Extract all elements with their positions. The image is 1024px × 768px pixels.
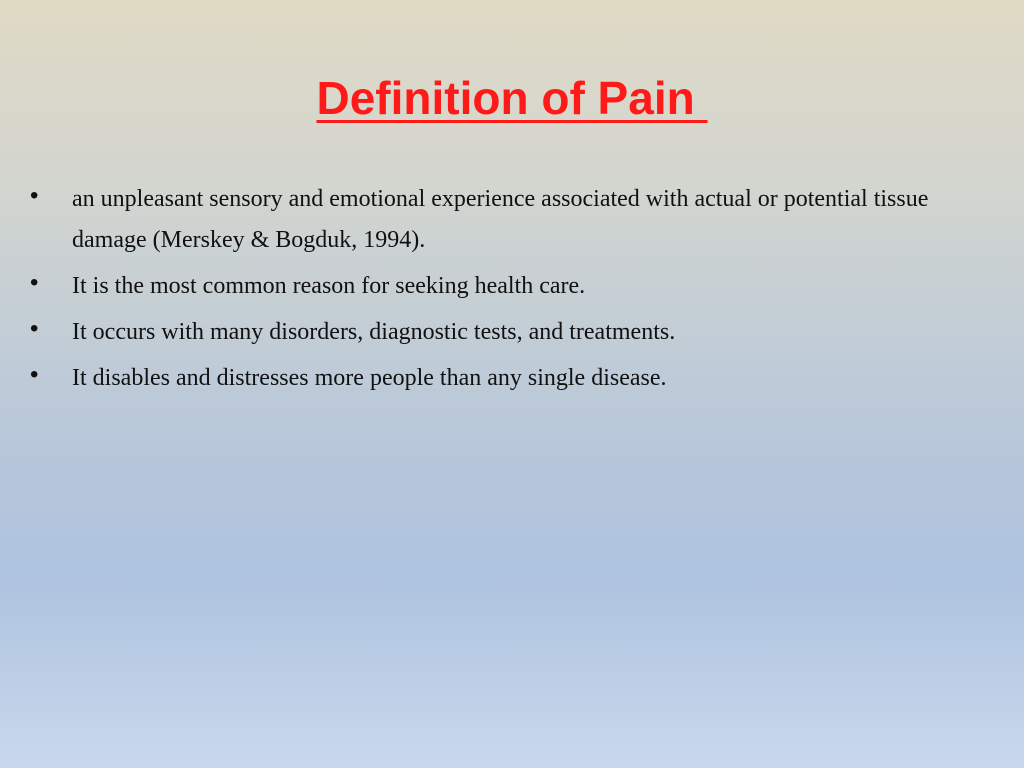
slide-title — [0, 68, 1024, 128]
bullet-dot-icon: • — [30, 182, 39, 209]
bullet-text: It disables and distresses more people than any single disease. — [72, 365, 667, 391]
slide-title-text: Definition of Pain — [316, 72, 708, 124]
bullet-item — [30, 266, 930, 307]
bullet-item — [30, 358, 930, 399]
bullet-item — [30, 179, 930, 261]
bullet-text: an unpleasant sensory and emotional experience associated with actual or potential tissue damage (Merskey & Bogduk, 1994). — [72, 186, 929, 253]
bullet-dot-icon: • — [30, 361, 39, 388]
bullet-list — [30, 182, 930, 407]
bullet-dot-icon: • — [30, 315, 39, 342]
bullet-text: It is the most common reason for seeking health care. — [72, 273, 586, 299]
bullet-dot-icon: • — [30, 269, 39, 296]
bullet-text: It occurs with many disorders, diagnostic tests, and treatments. — [72, 319, 676, 345]
bullet-item — [30, 312, 930, 353]
